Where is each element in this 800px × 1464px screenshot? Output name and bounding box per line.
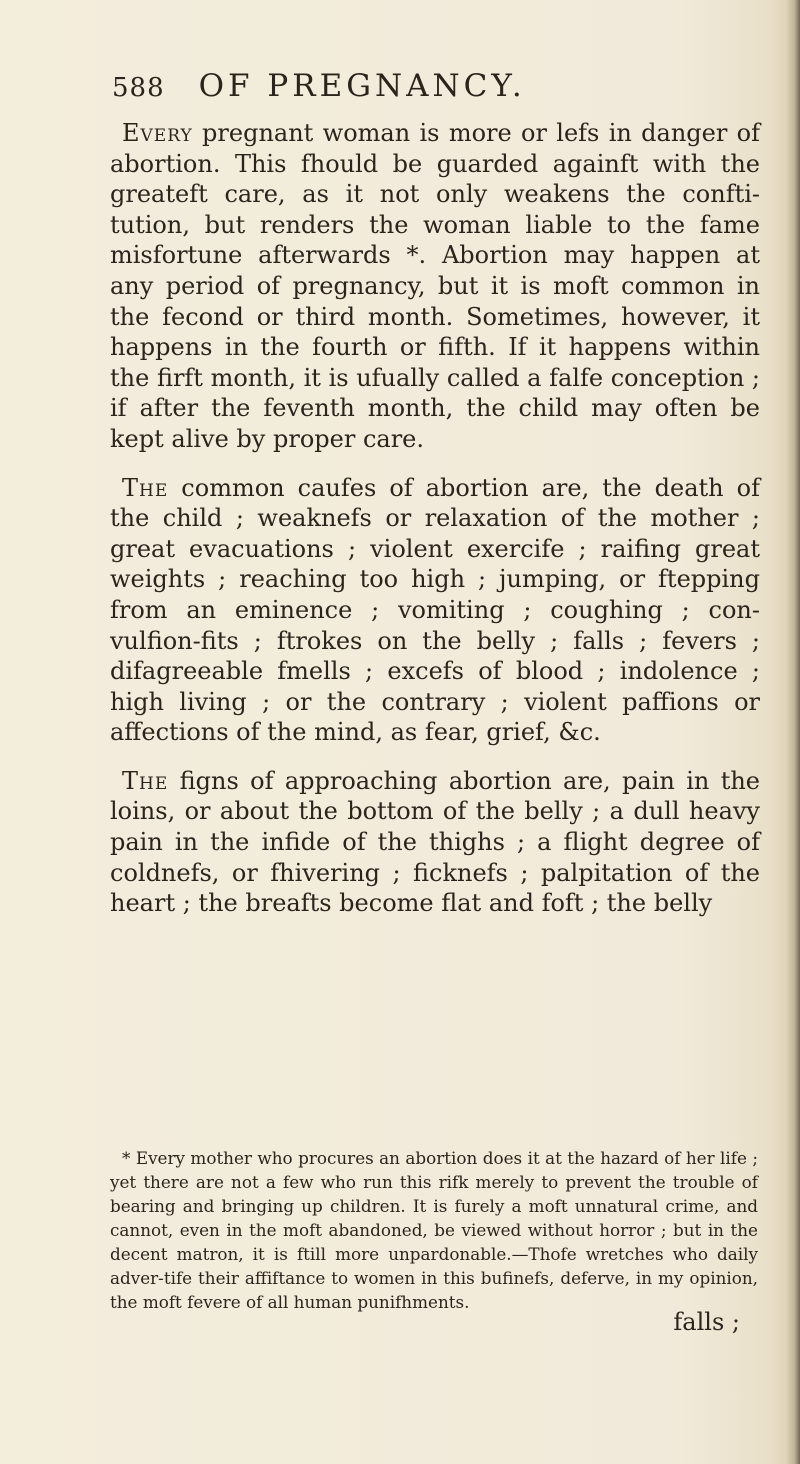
paragraph-signs	[110, 766, 760, 919]
page-header	[112, 68, 752, 118]
catchword: falls ;	[673, 1308, 740, 1336]
paragraph-causes	[110, 473, 760, 748]
footnote: * Every mother who procures an abortion does it at the hazard of her life ; yet there are not a few who run this rifk merely to prevent the trouble of bearing and bringing up children. It is furely a moft unnatural crime, and cannot, even in the moft abandoned, be viewed without horror ; but in the decent matron, it is ftill more unpardonable.—Thofe wretches who daily adver-tife their affiftance to women in this bufinefs, deferve, in my opinion, the moft fevere of all human punifhments.	[110, 1147, 758, 1312]
paragraph-text: figns of approaching abortion are, pain in the loins, or about the bottom of the belly ; a dull heavy pain in the infide of the thighs ; a flight degree of coldnefs, or fhivering ; ficknefs ; palpitation of the heart ; the breafts become flat and foft ; the belly	[110, 766, 760, 918]
paragraph-text: pregnant woman is more or lefs in danger of abortion. This fhould be guarded againft with the greateft care, as it not only weakens the confti-tution, but renders the woman liable to the fame misfortune afterwards *. Abortion may happen at any period of pregnancy, but it is moft common in the fecond or third month. Sometimes, however, it happens in the fourth or fifth. If it happens within the firft month, it is ufually called a falfe conception ; if after the feventh month, the child may often be kept alive by proper care.	[110, 119, 760, 453]
paragraph-abortion-danger	[110, 118, 760, 455]
page-edge-shadow	[786, 0, 800, 1464]
page-number: 588	[112, 73, 165, 103]
running-title: OF PREGNANCY.	[198, 68, 526, 104]
paragraph-lead-word: Every	[122, 119, 193, 147]
paragraph-lead-word: The	[122, 473, 169, 502]
body-text	[110, 118, 760, 937]
paragraph-text: common caufes of abortion are, the death of the child ; weaknefs or relaxation of the mother ; great evacuations ; violent exercife ; raifing great weights ; reaching too high ; jumping, or ftepping from an eminence ; vomiting ; coughing ; con-vulfion-fits ; ftrokes on the belly ; falls ; fevers ; difagreeable fmells ; excefs of blood ; indolence ; high living ; or the contrary ; violent paffions or affections of the mind, as fear, grief, &c.	[110, 473, 760, 747]
paragraph-lead-word: The	[122, 766, 169, 795]
